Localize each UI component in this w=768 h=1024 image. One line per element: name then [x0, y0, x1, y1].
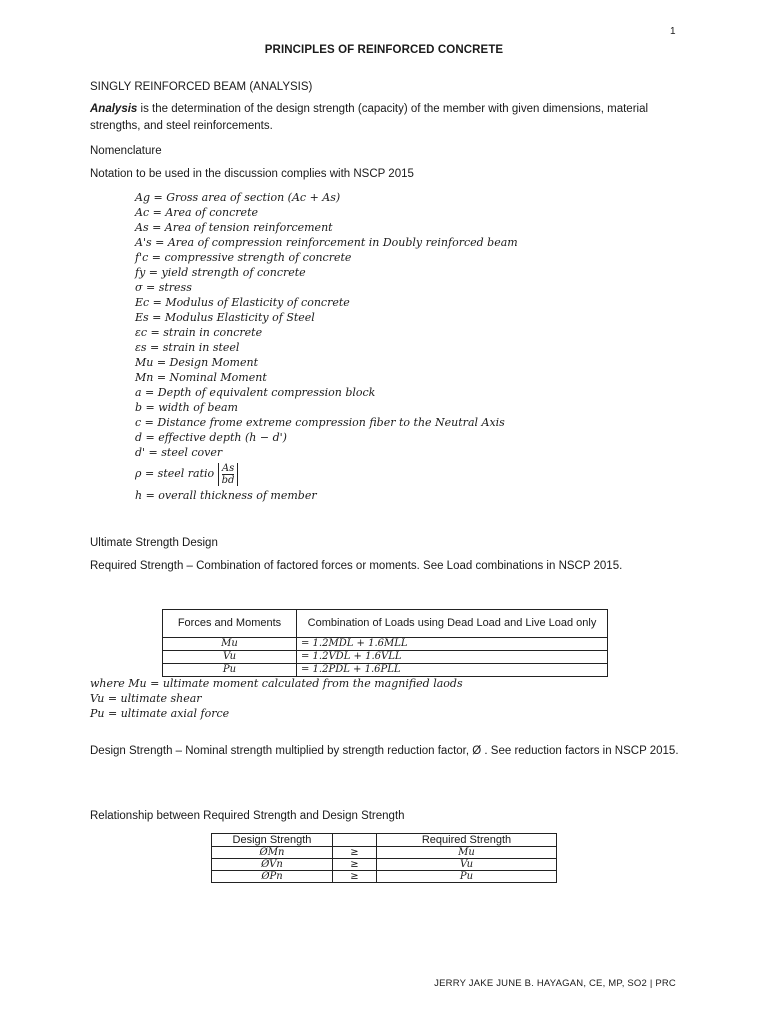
nomenclature-item: f'c = compressive strength of concrete	[135, 251, 352, 264]
table-cell: ØVn	[212, 859, 333, 871]
table-cell: Vu	[163, 651, 297, 664]
table-row	[163, 638, 608, 651]
table-cell: ≥	[333, 847, 377, 859]
table-row	[163, 664, 608, 677]
relationship-heading: Relationship between Required Strength and Design Strength	[90, 810, 405, 822]
nomenclature-item: Ec = Modulus of Elasticity of concrete	[135, 296, 350, 309]
usd-heading: Ultimate Strength Design	[90, 537, 218, 549]
analysis-definition: is the determination of the design strength (capacity) of the member with given dimensions, material strengths, and steel reinforcements.	[90, 103, 649, 132]
load-combination-table	[162, 609, 608, 677]
table-header: Combination of Loads using Dead Load and Live Load only	[297, 610, 608, 638]
steel-ratio-fraction	[218, 463, 239, 486]
section-heading: SINGLY REINFORCED BEAM (ANALYSIS)	[90, 81, 313, 93]
table-header: Forces and Moments	[163, 610, 297, 638]
where-line: where Mu = ultimate moment calculated from the magnified laods	[90, 677, 463, 690]
where-line: Pu = ultimate axial force	[90, 707, 230, 720]
table-header: Required Strength	[377, 834, 557, 847]
analysis-term: Analysis	[90, 103, 138, 115]
steel-ratio-item	[135, 460, 518, 488]
nomenclature-item: d = effective depth (h − d')	[135, 431, 287, 444]
nomenclature-item: Ag = Gross area of section (Ac + As)	[135, 191, 341, 204]
strength-relation-table	[211, 833, 557, 883]
nomenclature-heading: Nomenclature	[90, 145, 162, 157]
document-title: PRINCIPLES OF REINFORCED CONCRETE	[264, 44, 504, 56]
table-row	[212, 847, 557, 859]
nomenclature-item: d' = steel cover	[135, 446, 223, 459]
nomenclature-item: Es = Modulus Elasticity of Steel	[135, 311, 315, 324]
nomenclature-item: Mu = Design Moment	[135, 356, 259, 369]
nomenclature-item: Ac = Area of concrete	[135, 206, 258, 219]
table-cell: ØPn	[212, 871, 333, 883]
nomenclature-item: Mn = Nominal Moment	[135, 371, 267, 384]
table-header	[333, 834, 377, 847]
table-cell: Mu	[163, 638, 297, 651]
table-row	[212, 859, 557, 871]
nomenclature-item: c = Distance frome extreme compression fiber to the Neutral Axis	[135, 416, 505, 429]
table-cell: Pu	[163, 664, 297, 677]
table-cell: Pu	[377, 871, 557, 883]
table-cell: = 1.2VDL + 1.6VLL	[297, 651, 608, 664]
table-cell: ≥	[333, 859, 377, 871]
ratio-numerator: As	[221, 462, 235, 474]
analysis-paragraph	[90, 101, 690, 135]
nomenclature-item: σ = stress	[135, 281, 192, 294]
steel-ratio-label: ρ = steel ratio	[135, 467, 215, 480]
nomenclature-item: fy = yield strength of concrete	[135, 266, 306, 279]
nomenclature-item: As = Area of tension reinforcement	[135, 221, 333, 234]
where-definitions	[90, 676, 463, 721]
table-row	[212, 871, 557, 883]
nomenclature-item: εs = strain in steel	[135, 341, 240, 354]
page-number: 1	[670, 26, 676, 37]
nomenclature-item: h = overall thickness of member	[135, 489, 317, 502]
table-cell: = 1.2PDL + 1.6PLL	[297, 664, 608, 677]
table-cell: Vu	[377, 859, 557, 871]
nomenclature-item: εc = strain in concrete	[135, 326, 263, 339]
table-cell: = 1.2MDL + 1.6MLL	[297, 638, 608, 651]
table-cell: Mu	[377, 847, 557, 859]
nomenclature-item: a = Depth of equivalent compression block	[135, 386, 376, 399]
nomenclature-item: b = width of beam	[135, 401, 238, 414]
ratio-denominator: bd	[221, 474, 235, 486]
notation-intro: Notation to be used in the discussion complies with NSCP 2015	[90, 168, 414, 180]
nomenclature-list	[135, 190, 518, 503]
required-strength-paragraph: Required Strength – Combination of factored forces or moments. See Load combinations in NSCP 2015.	[90, 560, 623, 572]
footer-author: JERRY JAKE JUNE B. HAYAGAN, CE, MP, SO2 | PRC	[434, 978, 676, 989]
table-cell: ≥	[333, 871, 377, 883]
nomenclature-item: A's = Area of compression reinforcement in Doubly reinforced beam	[135, 236, 518, 249]
table-row	[163, 651, 608, 664]
where-line: Vu = ultimate shear	[90, 692, 202, 705]
table-header: Design Strength	[212, 834, 333, 847]
design-strength-paragraph: Design Strength – Nominal strength multiplied by strength reduction factor, Ø . See reduction factors in NSCP 2015.	[90, 745, 679, 757]
table-cell: ØMn	[212, 847, 333, 859]
